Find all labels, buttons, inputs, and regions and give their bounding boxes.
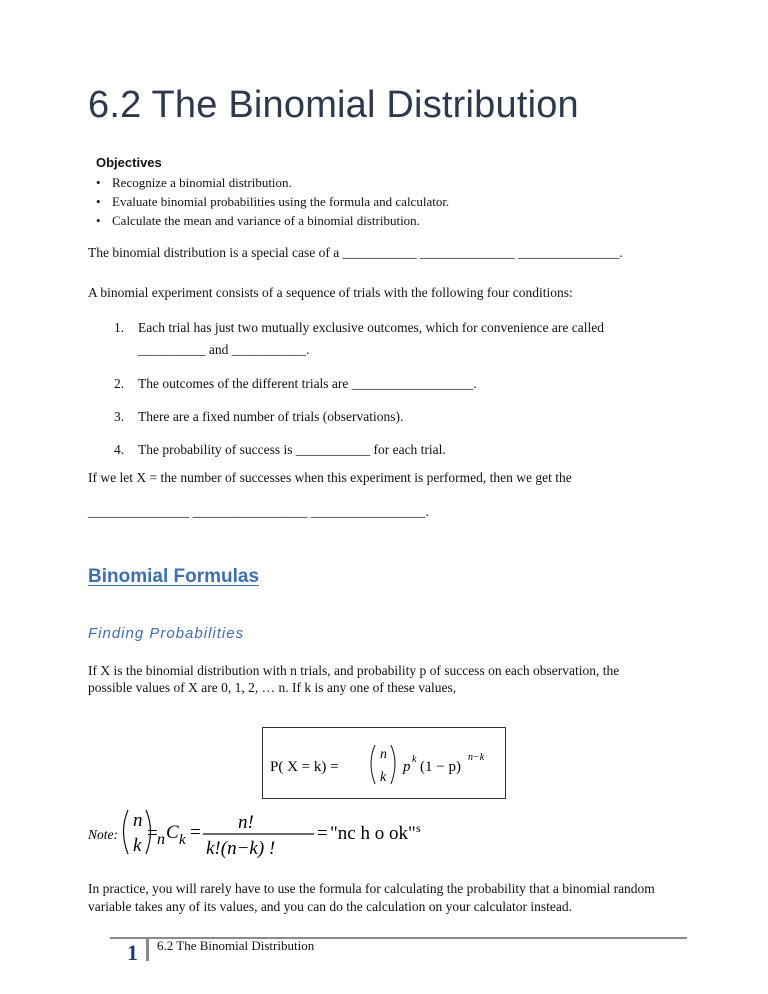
conditions-list [114, 320, 604, 464]
note-k: k [133, 835, 142, 856]
note-equals: = [317, 823, 328, 844]
note-n: n [133, 810, 143, 831]
note-equals: = [147, 823, 158, 844]
page-number: 1 [127, 940, 138, 965]
intro-paragraph: The binomial distribution is a special case of a ___________ ______________ _______________. [88, 245, 623, 260]
probability-paragraph-line-1: If X is the binomial distribution with n trials, and probability p of success on each observation, the [88, 663, 620, 678]
left-paren [371, 745, 375, 784]
formula-p: p [403, 759, 411, 775]
note-c: C [166, 822, 179, 843]
note-n-subscript: n [157, 831, 165, 848]
footer-divider [146, 939, 149, 961]
note-superscript: s [416, 821, 421, 835]
binomial-formula-box [262, 727, 506, 799]
formula-middle: (1 − p) [420, 759, 461, 775]
list-item-continuation: __________ and ___________. [138, 342, 310, 357]
page-title: 6.2 The Binomial Distribution [88, 84, 579, 126]
formula-exp-k: k [412, 754, 417, 765]
formula-n: n [380, 747, 387, 762]
bullet-icon: • [96, 175, 101, 190]
list-item: • Recognize a binomial distribution. [96, 175, 292, 190]
note-denominator: k!(n−k) ! [206, 838, 276, 859]
objectives-heading: Objectives [96, 155, 162, 170]
probability-paragraph-line-2: possible values of X are 0, 1, 2, … n. If k is any one of these values, [88, 680, 457, 695]
note-label: Note: [88, 827, 118, 842]
left-paren [124, 810, 129, 854]
note-numerator: n! [238, 812, 254, 833]
bullet-icon: • [96, 213, 101, 228]
x-definition-blanks: _______________ _________________ _________________. [88, 504, 429, 519]
list-item: 4. The probability of success is ___________ for each trial. [114, 442, 446, 457]
right-paren [391, 745, 395, 784]
list-item: 1. Each trial has just two mutually exclusive outcomes, which for convenience are called [114, 320, 604, 335]
list-item: 3. There are a fixed number of trials (observations). [114, 409, 404, 424]
closing-paragraph-line-1: In practice, you will rarely have to use the formula for calculating the probability that a binomial random [88, 881, 655, 896]
subsection-heading: Finding Probabilities [88, 625, 245, 642]
combination-note [88, 806, 428, 866]
section-heading: Binomial Formulas [88, 566, 260, 587]
closing-paragraph-line-2: variable takes any of its values, and you can do the calculation on your calculator instead. [88, 899, 572, 914]
list-item: • Calculate the mean and variance of a binomial distribution. [96, 213, 420, 228]
formula-lhs: P( X = k) = [270, 759, 339, 775]
bullet-icon: • [96, 194, 101, 209]
note-words: "nc h o ok" [330, 823, 416, 844]
formula-k: k [380, 770, 387, 785]
footer-title: 6.2 The Binomial Distribution [157, 938, 315, 953]
experiment-lead: A binomial experiment consists of a sequence of trials with the following four conditions: [88, 285, 573, 300]
formula-exp-nk: n−k [468, 752, 485, 763]
note-equals: = [190, 822, 201, 843]
binomial-formula [263, 728, 505, 798]
list-item: • Evaluate binomial probabilities using the formula and calculator. [96, 194, 450, 209]
x-definition: If we let X = the number of successes when this experiment is performed, then we get the [88, 470, 572, 485]
list-item: 2. The outcomes of the different trials are __________________. [114, 376, 477, 391]
objectives-list [96, 173, 449, 230]
note-k-subscript: k [179, 832, 186, 848]
